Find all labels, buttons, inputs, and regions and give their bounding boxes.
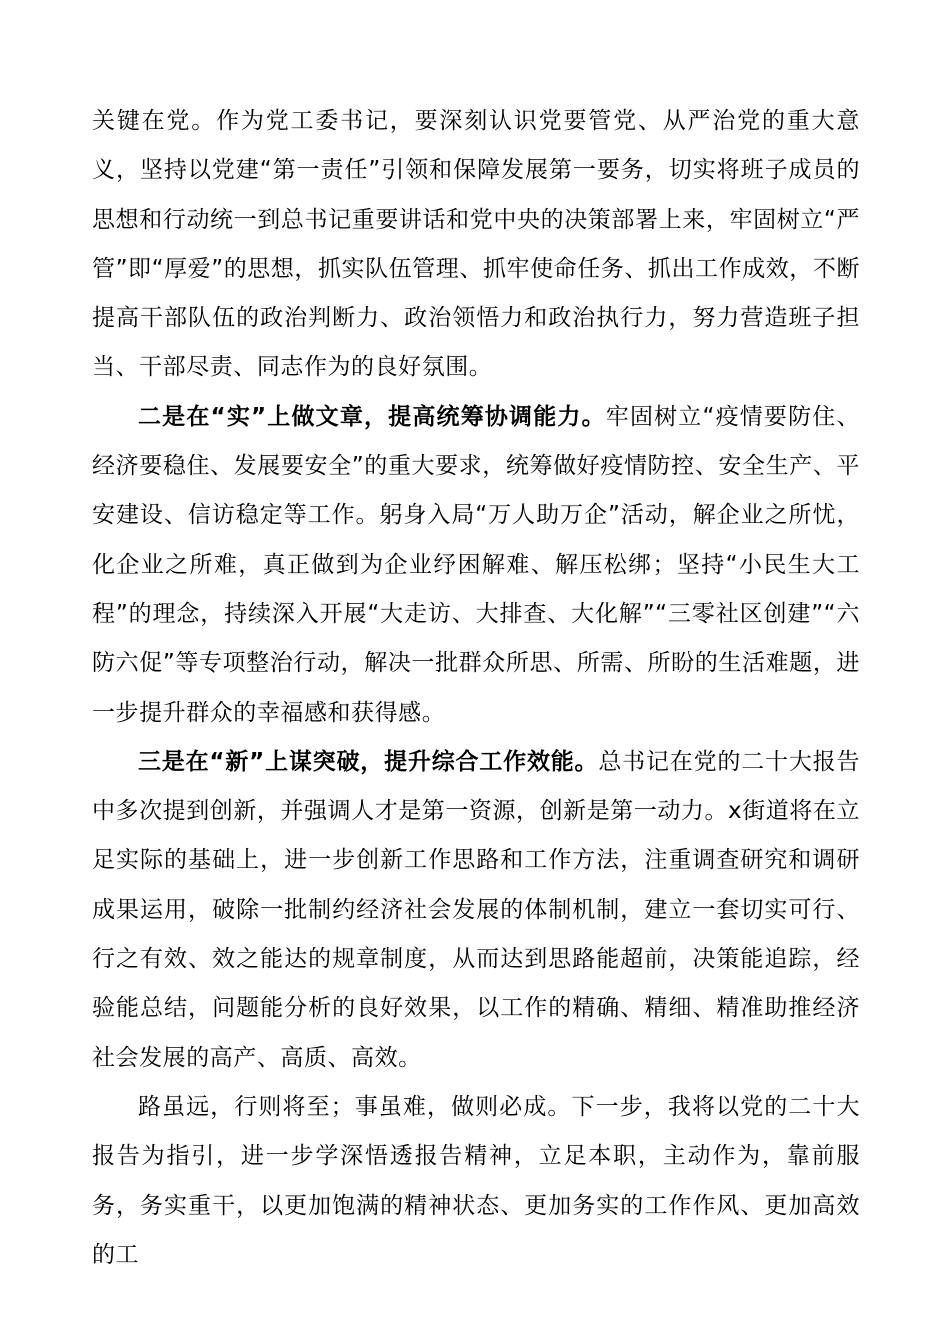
paragraph-continuation <box>92 97 860 393</box>
paragraph-text: 总书记在党的二十大报告中多次提到创新，并强调人才是第一资源，创新是第一动力。x街道将在立足实际的基础上，进一步创新工作思路和工作方法，注重调查研究和调研成果运用，破除一批制约经济社会发展的体制机制，建立一套切实可行、行之有效、效之能达的规章制度，从而达到思路能超前，决策能追踪，经验能总结，问题能分析的良好效果，以工作的精确、精细、精准助推经济社会发展的高产、高质、高效。 <box>92 748 860 1071</box>
paragraph-closing <box>92 1083 860 1280</box>
paragraph-text: 关键在党。作为党工委书记，要深刻认识党要管党、从严治党的重大意义，坚持以党建“第一责任”引领和保障发展第一要务，切实将班子成员的思想和行动统一到总书记重要讲话和党中央的决策部署上来，牢固树立“严管”即“厚爱”的思想，抓实队伍管理、抓牢使命任务、抓出工作成效，不断提高干部队伍的政治判断力、政治领悟力和政治执行力，努力营造班子担当、干部尽责、同志作为的良好氛围。 <box>92 108 860 381</box>
paragraph-point-two <box>92 393 860 738</box>
paragraph-text: 牢固树立“疫情要防住、经济要稳住、发展要安全”的重大要求，统筹做好疫情防控、安全生产、平安建设、信访稳定等工作。躬身入局“万人助万企”活动，解企业之所忧，化企业之所难，真正做到为企业纾困解难、解压松绑；坚持“小民生大工程”的理念，持续深入开展“大走访、大排查、大化解”“三零社区创建”“六防六促”等专项整治行动，解决一批群众所思、所需、所盼的生活难题，进一步提升群众的幸福感和获得感。 <box>92 403 860 726</box>
paragraph-lead: 二是在“实”上做文章，提高统筹协调能力。 <box>138 403 606 430</box>
paragraph-lead: 三是在“新”上谋突破，提升综合工作效能。 <box>138 748 599 775</box>
paragraph-point-three <box>92 738 860 1083</box>
paragraph-text: 路虽远，行则将至；事虽难，做则必成。下一步，我将以党的二十大报告为指引，进一步学深悟透报告精神，立足本职，主动作为，靠前服务，务实重干，以更加饱满的精神状态、更加务实的工作作风、更加高效的工 <box>92 1093 860 1268</box>
